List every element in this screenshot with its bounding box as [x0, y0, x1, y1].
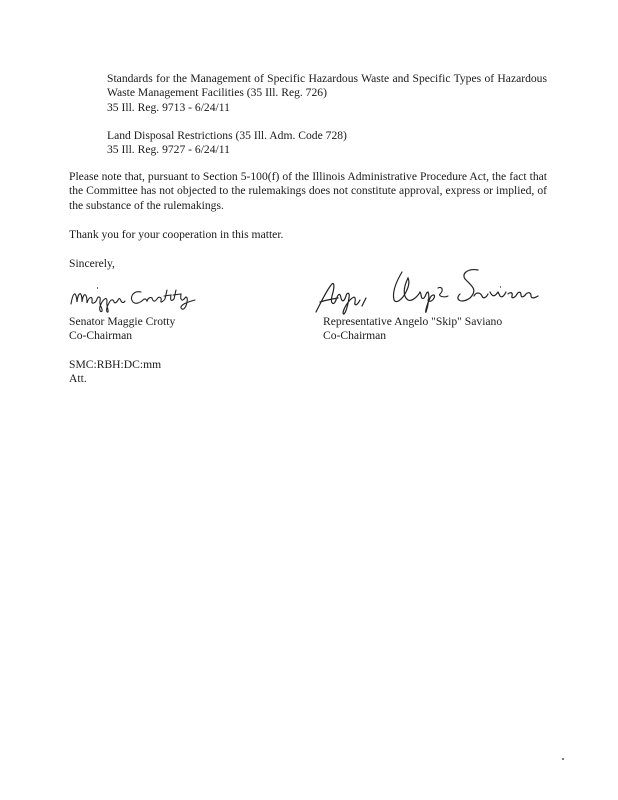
scan-speck [562, 758, 564, 760]
rulemaking-1-title: Standards for the Management of Specific Hazardous Waste and Specific Types of Hazardous Waste Management Facilities (35 Ill. Reg. 726) [107, 72, 547, 100]
reference-initials: SMC:RBH:DC:mm [69, 358, 162, 371]
signature-skip-saviano [310, 262, 550, 318]
rulemaking-1-citation: 35 Ill. Reg. 9713 - 6/24/11 [107, 101, 230, 114]
signature-maggie-crotty [67, 280, 207, 314]
rulemaking-2-title: Land Disposal Restrictions (35 Ill. Adm. Code 728) [107, 129, 347, 142]
signatory-1-title: Co-Chairman [69, 329, 133, 342]
signatory-1-name: Senator Maggie Crotty [69, 315, 176, 328]
signatory-2-name: Representative Angelo "Skip" Saviano [323, 315, 503, 328]
closing: Sincerely, [69, 257, 115, 270]
signatory-2-title: Co-Chairman [323, 329, 387, 342]
note-paragraph: Please note that, pursuant to Section 5-100(f) of the Illinois Administrative Procedure Act, the fact that the Committee has not objected to the rulemakings does not constitute approval, express or implied, of the substance of the rulemakings. [69, 170, 547, 212]
rulemaking-2-citation: 35 Ill. Reg. 9727 - 6/24/11 [107, 143, 230, 156]
attachment-note: Att. [69, 372, 87, 385]
thanks-line: Thank you for your cooperation in this matter. [69, 228, 284, 241]
